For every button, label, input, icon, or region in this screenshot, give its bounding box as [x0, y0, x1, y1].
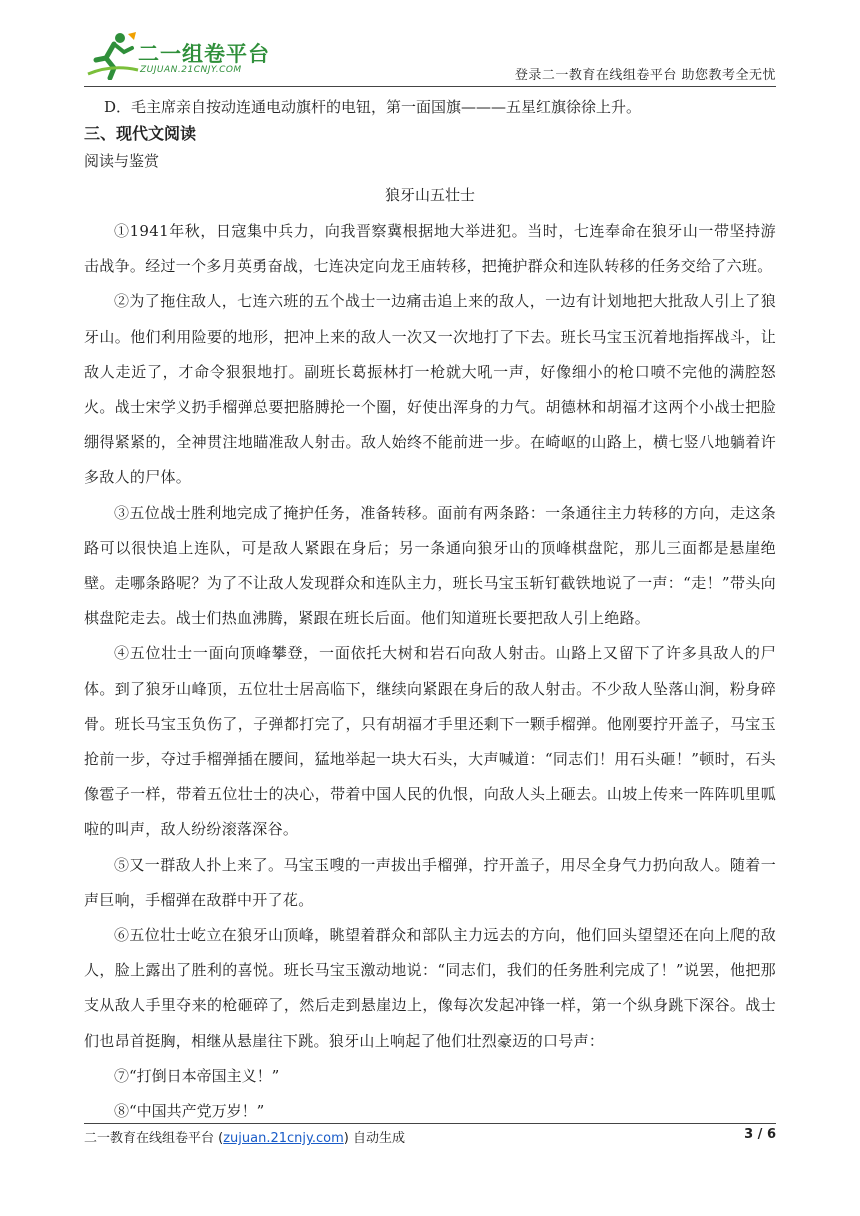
footer-divider [84, 1123, 776, 1124]
header-divider [84, 86, 776, 87]
logo-title: 二一组卷平台 [138, 42, 270, 66]
footer-prefix: 二一教育在线组卷平台 ( [84, 1131, 224, 1146]
logo-subtitle: ZUJUAN.21CNJY.COM [140, 65, 242, 75]
page-number: 3 / 6 [744, 1127, 776, 1142]
slogan-7: ⑦“打倒日本帝国主义！” [114, 1066, 280, 1085]
paragraph-3: ③五位战士胜利地完成了掩护任务，准备转移。面前有两条路：一条通往主力转移的方向，走这条路可以很快追上连队，可是敌人紧跟在身后；另一条通向狼牙山的顶峰棋盘陀，那儿三面都是悬崖绝壁。走哪条路呢？为了不让敌人发现群众和连队主力，班长马宝玉斩钉截铁地说了一声：“走！”带头向棋盘陀走去。战士们热血沸腾，紧跟在班长后面。他们知道班长要把敌人引上绝路。 [84, 503, 776, 628]
paragraph-4: ④五位壮士一面向顶峰攀登，一面依托大树和岩石向敌人射击。山路上又留下了许多具敌人的尸体。到了狼牙山峰顶，五位壮士居高临下，继续向紧跟在身后的敌人射击。不少敌人坠落山涧，粉身碎骨。班长马宝玉负伤了，子弹都打完了，只有胡福才手里还剩下一颗手榴弹。他刚要拧开盖子，马宝玉抢前一步，夺过手榴弹插在腰间，猛地举起一块大石头，大声喊道：“同志们！用石头砸！”顿时，石头像雹子一样，带着五位壮士的决心，带着中国人民的仇恨，向敌人头上砸去。山坡上传来一阵阵叽里呱啦的叫声，敌人纷纷滚落深谷。 [84, 644, 776, 839]
page-header [0, 0, 860, 92]
paragraph-5: ⑤又一群敌人扑上来了。马宝玉嗖的一声拔出手榴弹，拧开盖子，用尽全身气力扔向敌人。随着一声巨响，手榴弹在敌群中开了花。 [84, 855, 776, 909]
article-title: 狼牙山五壮士 [384, 186, 475, 204]
footer-source [84, 1127, 405, 1146]
logo [84, 30, 294, 86]
page-footer [84, 1127, 776, 1147]
section-title: 三、现代文阅读 [84, 124, 197, 143]
option-d: D．毛主席亲自按动连通电动旗杆的电钮，第一面国旗———五星红旗徐徐上升。 [104, 98, 642, 116]
subsection-title: 阅读与鉴赏 [84, 152, 160, 170]
header-slogan: 登录二一教育在线组卷平台 助您教考全无忧 [514, 68, 776, 83]
document-body [84, 94, 776, 1129]
slogan-8: ⑧“中国共产党万岁！” [114, 1102, 265, 1121]
footer-link[interactable]: zujuan.21cnjy.com [223, 1131, 344, 1146]
paragraph-1: ①1941年秋，日寇集中兵力，向我晋察冀根据地大举进犯。当时，七连奉命在狼牙山一带坚持游击战争。经过一个多月英勇奋战，七连决定向龙王庙转移，把掩护群众和连队转移的任务交给了六班。 [84, 222, 776, 276]
footer-suffix: ) 自动生成 [343, 1131, 405, 1146]
paragraph-6: ⑥五位壮士屹立在狼牙山顶峰，眺望着群众和部队主力远去的方向，他们回头望望还在向上爬的敌人，脸上露出了胜利的喜悦。班长马宝玉激动地说：“同志们，我们的任务胜利完成了！”说罢，他把那支从敌人手里夺来的枪砸碎了，然后走到悬崖边上，像每次发起冲锋一样，第一个纵身跳下深谷。战士们也昂首挺胸，相继从悬崖往下跳。狼牙山上响起了他们壮烈豪迈的口号声： [84, 926, 776, 1050]
paragraph-2: ②为了拖住敌人，七连六班的五个战士一边痛击追上来的敌人，一边有计划地把大批敌人引上了狼牙山。他们利用险要的地形，把冲上来的敌人一次又一次地打了下去。班长马宝玉沉着地指挥战斗，让敌人走近了，才命令狠狠地打。副班长葛振林打一枪就大吼一声，好像细小的枪口喷不完他的满腔怒火。战士宋学义扔手榴弹总要把胳膊抡一个圈，好使出浑身的力气。胡德林和胡福才这两个小战士把脸绷得紧紧的，全神贯注地瞄准敌人射击。敌人始终不能前进一步。在崎岖的山路上，横七竖八地躺着许多敌人的尸体。 [84, 292, 776, 487]
runner-logo-icon [84, 30, 140, 80]
